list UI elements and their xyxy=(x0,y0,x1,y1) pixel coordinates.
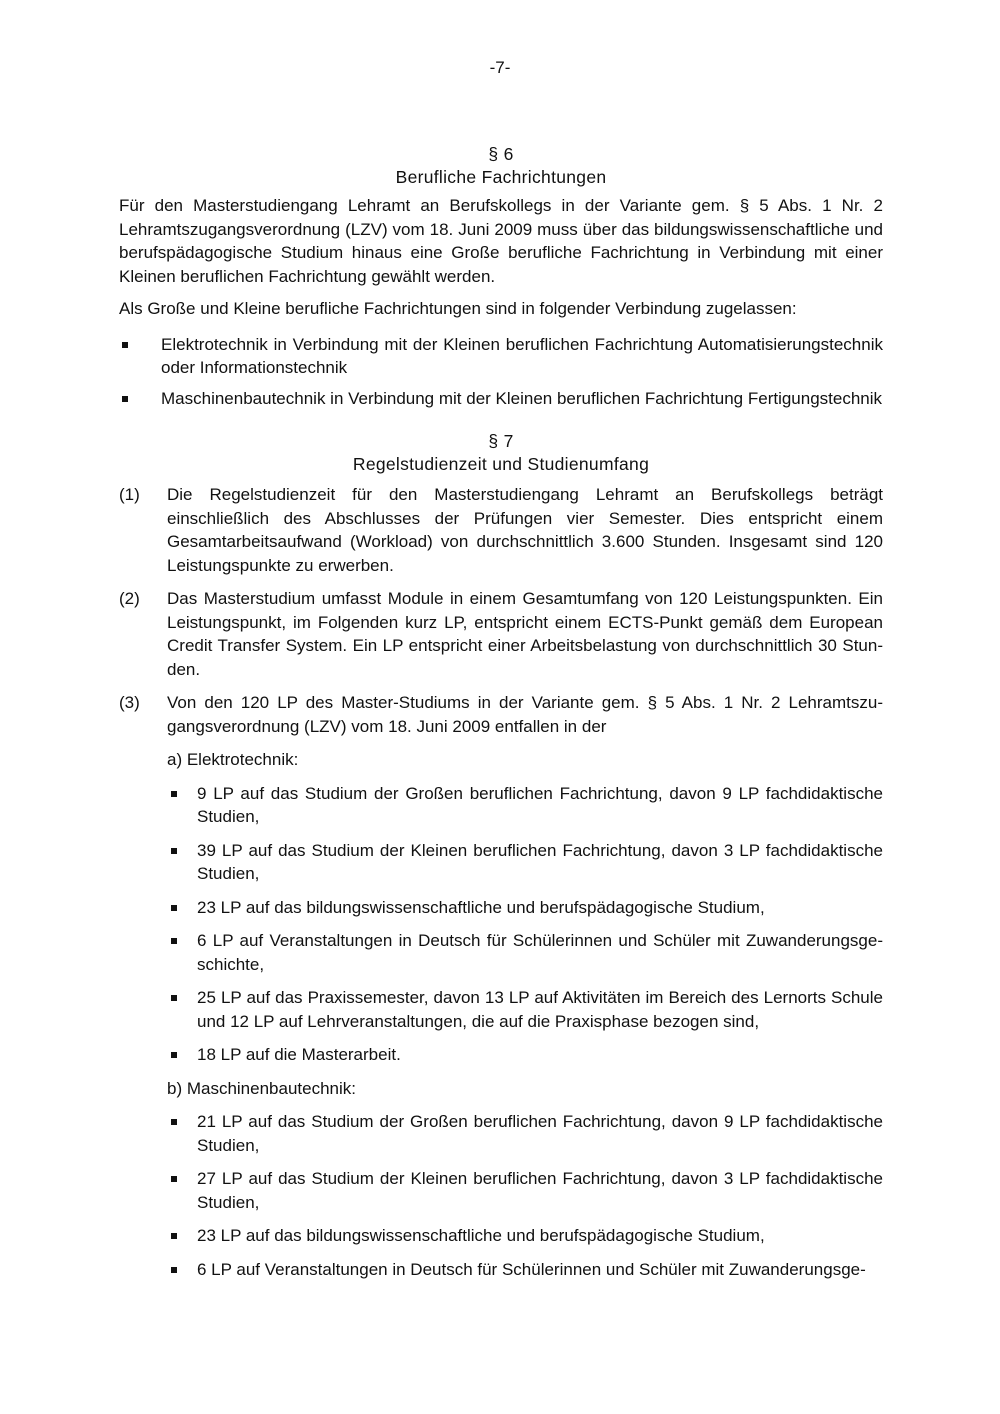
list-item xyxy=(167,1224,883,1248)
list-item xyxy=(167,1110,883,1157)
bullet-icon xyxy=(171,1119,177,1125)
bullet-icon xyxy=(171,1267,177,1273)
list-item-text: 23 LP auf das bildungswissenschaftliche und berufspädagogische Studium, xyxy=(197,897,765,917)
bullet-icon xyxy=(122,342,128,348)
bullet-icon xyxy=(171,1176,177,1182)
list-item xyxy=(119,333,883,380)
paragraph-text: Das Masterstudium umfasst Module in einem Gesamtumfang von 120 Leistungspunkten. Ein Leistungspunkt, im Folgenden kurz LP, entspricht einem ECTS-Punkt gemäß dem European Credit Transfer System. Ein LP entspricht einer Arbeitsbelastung von durchschnittlich 30 Stunden. xyxy=(167,589,883,679)
list-item xyxy=(167,929,883,976)
bullet-icon xyxy=(171,1052,177,1058)
section-6-paragraph-1: Für den Masterstudiengang Lehramt an Berufskollegs in der Variante gem. § 5 Abs. 1 Nr. 2 Lehramtszugangsverordnung (LZV) vom 18. Juni 2009 muss über das bildungswissenschaftliche und berufspädagogische Studium hinaus eine Große berufliche Fachrichtung in Verbindung mit einer Kleinen beruflichen Fachrichtung gewählt werden. xyxy=(119,196,883,286)
list-item-text: 6 LP auf Veranstaltungen in Deutsch für Schülerinnen und Schüler mit Zuwanderungsgeschichte, xyxy=(197,931,883,974)
section-7-heading xyxy=(119,430,883,476)
section-7-title: Regelstudienzeit und Studienumfang xyxy=(352,454,650,474)
numbered-paragraph-1 xyxy=(119,483,883,577)
list-item xyxy=(167,896,883,920)
list-item-text: Maschinenbautechnik in Verbindung mit der Kleinen beruflichen Fachrichtung Fertigungstechnik xyxy=(161,388,883,408)
list-item xyxy=(167,1167,883,1214)
list-item xyxy=(167,782,883,829)
list-item-text: 27 LP auf das Studium der Kleinen beruflichen Fachrichtung, davon 3 LP fachdidaktische Studien, xyxy=(197,1169,883,1212)
list-item-text: 23 LP auf das bildungswissenschaftliche und berufspädagogische Studium, xyxy=(197,1226,765,1245)
bullet-icon xyxy=(171,1233,177,1239)
list-item xyxy=(167,1258,883,1282)
numbered-paragraph-3 xyxy=(119,691,883,738)
bullet-icon xyxy=(171,848,177,854)
paragraph-number: (1) xyxy=(119,485,140,504)
list-item-text: 18 LP auf die Masterarbeit. xyxy=(197,1045,401,1064)
list-item-text: 25 LP auf das Praxissemester, davon 13 LP auf Aktivitäten im Bereich des Lernorts Schule und 12 LP auf Lehrveranstaltungen, die auf die Praxisphase bezogen sind, xyxy=(197,988,883,1031)
section-7-number: § 7 xyxy=(488,431,514,451)
bullet-icon xyxy=(171,938,177,944)
section-6-paragraph-2: Als Große und Kleine berufliche Fachrichtungen sind in folgender Verbindung zugelassen: xyxy=(119,299,797,318)
list-item-text: Elektrotechnik in Verbindung mit der Kleinen beruflichen Fachrichtung Automatisierungstechnik oder Informationstechnik xyxy=(161,334,883,377)
paragraph-text: Die Regelstudienzeit für den Masterstudiengang Lehramt an Berufskollegs beträgt einschließlich des Abschlusses der Prüfungen vier Semester. Dies entspricht einem Gesamtarbeitsaufwand (Workload) von durchschnittlich 3.600 Stunden. Insgesamt sind 120 Leistungspunkte zu erwerben. xyxy=(167,485,883,575)
subsection-b-label: b) Maschinenbautechnik: xyxy=(167,1078,357,1098)
section-6-number: § 6 xyxy=(488,144,514,164)
paragraph-text: Von den 120 LP des Master-Studiums in der Variante gem. § 5 Abs. 1 Nr. 2 Lehramtszugangsverordnung (LZV) vom 18. Juni 2009 entfallen in der xyxy=(167,693,883,736)
list-item xyxy=(119,387,883,411)
bullet-icon xyxy=(171,995,177,1001)
section-6-title: Berufliche Fachrichtungen xyxy=(395,167,607,187)
list-item-text: 9 LP auf das Studium der Großen beruflichen Fachrichtung, davon 9 LP fachdidaktische Studien, xyxy=(197,783,883,826)
subsection-a-label: a) Elektrotechnik: xyxy=(167,750,299,769)
list-item xyxy=(167,839,883,886)
bullet-icon xyxy=(171,905,177,911)
list-item-text: 39 LP auf das Studium der Kleinen beruflichen Fachrichtung, davon 3 LP fachdidaktische Studien, xyxy=(197,840,883,883)
document-body xyxy=(119,143,883,1281)
list-item-text: 6 LP auf Veranstaltungen in Deutsch für Schülerinnen und Schüler mit Zuwanderungsge- xyxy=(197,1259,866,1279)
page-number: -7- xyxy=(489,58,511,77)
numbered-paragraph-2 xyxy=(119,587,883,681)
list-item xyxy=(167,986,883,1033)
section-6-heading xyxy=(119,143,883,189)
bullet-icon xyxy=(122,396,128,402)
paragraph-number: (3) xyxy=(119,693,140,712)
list-item xyxy=(167,1043,883,1067)
bullet-icon xyxy=(171,791,177,797)
paragraph-number: (2) xyxy=(119,589,140,608)
list-item-text: 21 LP auf das Studium der Großen beruflichen Fachrichtung, davon 9 LP fachdidaktische Studien, xyxy=(197,1112,883,1155)
